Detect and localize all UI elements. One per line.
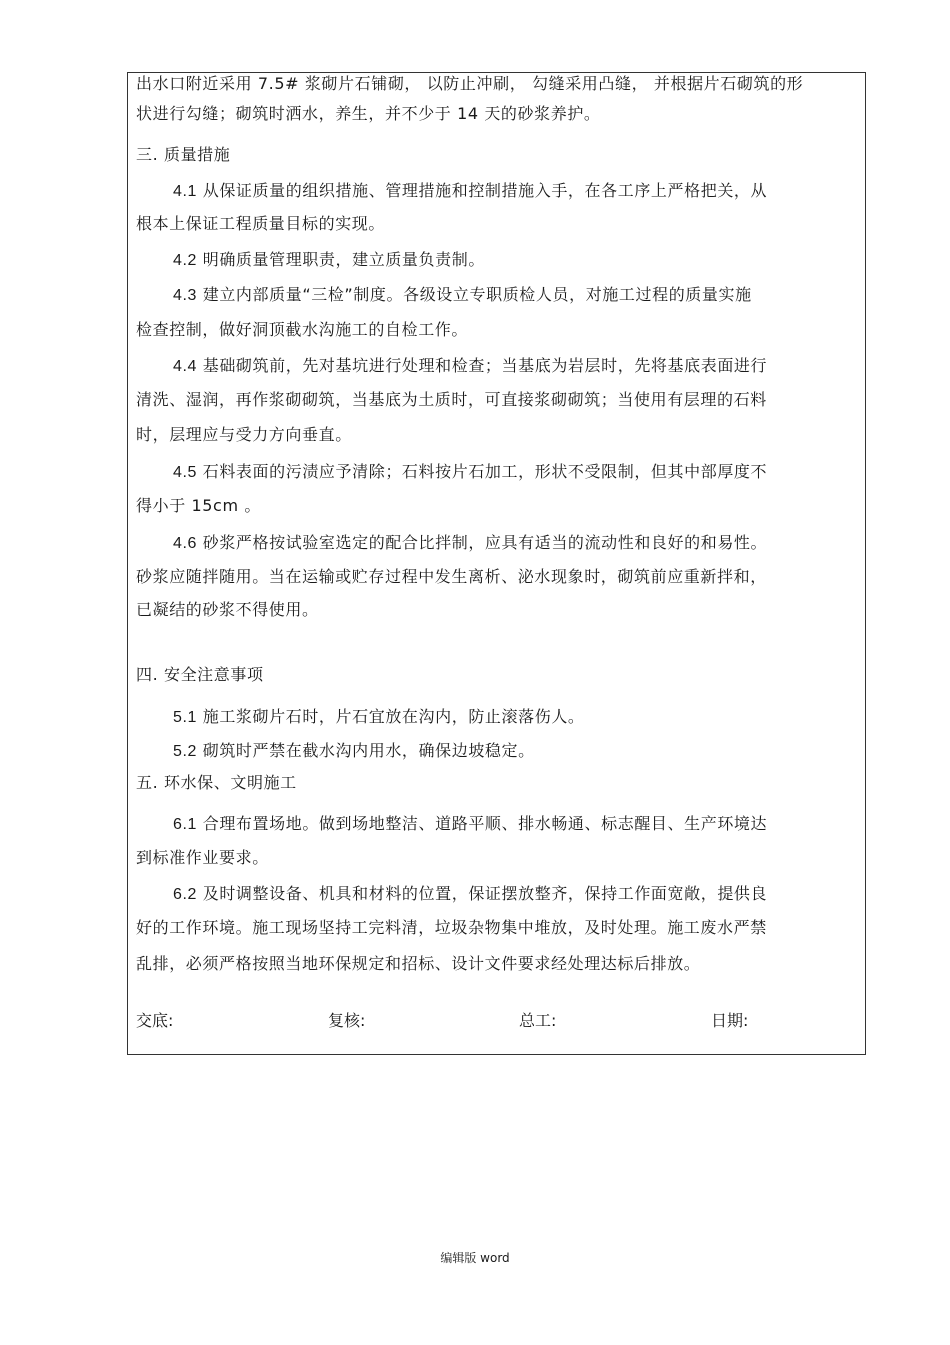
item-4-3-line-2: 检查控制，做好洞顶截水沟施工的自检工作。 xyxy=(136,320,469,339)
item-number: 4.4 xyxy=(173,358,198,375)
item-6-1-line-2: 到标准作业要求。 xyxy=(136,848,269,867)
item-text: 建立内部质量“三检”制度。各级设立专职质检人员，对施工过程的质量实施 xyxy=(197,285,752,304)
item-number: 5.2 xyxy=(173,743,198,760)
item-number: 5.1 xyxy=(173,709,198,726)
item-4-6-line-1 xyxy=(173,533,767,554)
item-number: 6.1 xyxy=(173,816,198,833)
section-heading-environment: 五. 环水保、文明施工 xyxy=(136,773,297,792)
item-text: 石料表面的污渍应予清除；石料按片石加工，形状不受限制，但其中部厚度不 xyxy=(197,462,768,481)
item-number: 4.2 xyxy=(173,252,198,269)
signature-chief-engineer-label: 总工: xyxy=(519,1011,557,1030)
item-number: 4.3 xyxy=(173,287,198,304)
item-text: 砌筑时严禁在截水沟内用水，确保边坡稳定。 xyxy=(197,741,535,760)
signature-date-label: 日期: xyxy=(711,1011,749,1030)
item-text: 基础砌筑前，先对基坑进行处理和检查；当基底为岩层时，先将基底表面进行 xyxy=(197,356,768,375)
item-number: 4.1 xyxy=(173,183,198,200)
item-6-2-line-3: 乱排，必须严格按照当地环保规定和招标、设计文件要求经处理达标后排放。 xyxy=(136,954,701,973)
item-5-2-line-1 xyxy=(173,741,535,762)
item-4-1-line-2: 根本上保证工程质量目标的实现。 xyxy=(136,214,386,233)
signature-review-label: 复核: xyxy=(328,1011,366,1030)
item-number: 4.5 xyxy=(173,464,198,481)
intro-line-2: 状进行勾缝；砌筑时洒水，养生，并不少于 14 天的砂浆养护。 xyxy=(136,104,601,123)
item-text: 从保证质量的组织措施、管理措施和控制措施入手，在各工序上严格把关，从 xyxy=(197,181,768,200)
item-6-2-line-1 xyxy=(173,884,767,905)
item-5-1-line-1 xyxy=(173,707,585,728)
item-4-2-line-1 xyxy=(173,250,485,271)
item-4-6-line-3: 已凝结的砂浆不得使用。 xyxy=(136,600,319,619)
item-4-4-line-3: 时，层理应与受力方向垂直。 xyxy=(136,425,352,444)
section-heading-safety: 四. 安全注意事项 xyxy=(136,665,264,684)
item-4-4-line-1 xyxy=(173,356,767,377)
item-text: 及时调整设备、机具和材料的位置，保证摆放整齐，保持工作面宽敞，提供良 xyxy=(197,884,768,903)
item-4-3-line-1 xyxy=(173,285,752,306)
item-text: 施工浆砌片石时，片石宜放在沟内，防止滚落伤人。 xyxy=(197,707,585,726)
item-4-4-line-2: 清洗、湿润，再作浆砌砌筑，当基底为土质时，可直接浆砌砌筑；当使用有层理的石料 xyxy=(136,390,767,409)
item-4-1-line-1 xyxy=(173,181,767,202)
item-text: 合理布置场地。做到场地整洁、道路平顺、排水畅通、标志醒目、生产环境达 xyxy=(197,814,768,833)
page-footer: 编辑版 word xyxy=(440,1251,510,1265)
item-number: 4.6 xyxy=(173,535,198,552)
item-6-1-line-1 xyxy=(173,814,767,835)
item-6-2-line-2: 好的工作环境。施工现场坚持工完料清，垃圾杂物集中堆放，及时处理。施工废水严禁 xyxy=(136,918,767,937)
section-heading-quality: 三. 质量措施 xyxy=(136,145,231,164)
item-text: 明确质量管理职责，建立质量负责制。 xyxy=(197,250,485,269)
item-text: 砂浆严格按试验室选定的配合比拌制，应具有适当的流动性和良好的和易性。 xyxy=(197,533,768,552)
item-4-5-line-2: 得小于 15cm 。 xyxy=(136,496,261,515)
item-4-5-line-1 xyxy=(173,462,767,483)
signature-disclosure-label: 交底: xyxy=(136,1011,174,1030)
intro-line-1: 出水口附近采用 7.5# 浆砌片石铺砌， 以防止冲刷， 勾缝采用凸缝， 并根据片石砌筑的形 xyxy=(136,74,804,93)
item-4-6-line-2: 砂浆应随拌随用。当在运输或贮存过程中发生离析、泌水现象时，砌筑前应重新拌和， xyxy=(136,567,767,586)
item-number: 6.2 xyxy=(173,886,198,903)
